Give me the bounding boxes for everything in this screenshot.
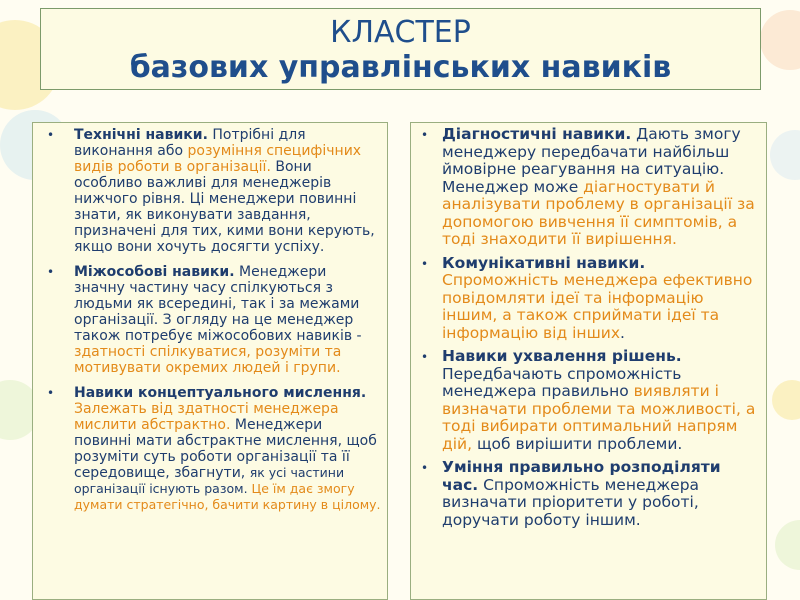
- left-list: [33, 123, 387, 513]
- bullet-icon: •: [421, 350, 429, 364]
- item-highlight: виявляти і визначати проблеми та можливості, а тоді вибирати оптимальний напрям дій,: [442, 382, 756, 453]
- item-text: щоб вирішити проблеми.: [472, 434, 683, 453]
- item-text: Дають змогу менеджеру передбачати найбільш ймовірне реагування на ситуацію. Менеджер може: [442, 125, 741, 196]
- item-heading: Навики концептуального мислення.: [74, 385, 367, 401]
- item-text: Спроможність менеджера визначати пріоритети у роботі, доручати роботу іншим.: [442, 475, 700, 529]
- decorative-circle: [760, 10, 800, 70]
- item-highlight: Спроможність менеджера ефективно повідомляти ідеї та інформацію іншим, а також сприймати ідеї та інформацію від інших: [442, 271, 753, 342]
- item-text: Потрібні для виконання або: [74, 127, 306, 159]
- list-item-time-management: [411, 459, 766, 529]
- item-highlight: здатності спілкуватися, розуміти та мотивувати окремих людей і групи.: [74, 344, 342, 376]
- item-text: Менеджери значну частину часу спілкуються з людьми як всередині, так і за межами організації. З огляду на це менеджер також потребує міжособових навиків -: [74, 264, 362, 344]
- title-box: [40, 8, 761, 90]
- decorative-circle: [770, 130, 800, 180]
- page-title: КЛАСТЕР: [330, 15, 471, 50]
- decorative-circle: [772, 380, 800, 420]
- left-column: [32, 122, 388, 600]
- list-item-technical-skills: [33, 127, 387, 255]
- list-item-interpersonal-skills: [33, 264, 387, 376]
- item-heading: Комунікативні навики.: [442, 253, 646, 272]
- list-item-communication-skills: [411, 255, 766, 343]
- bullet-icon: •: [47, 128, 55, 142]
- item-text: Вони особливо важливі для менеджерів нижчого рівня. Ці менеджери повинні знати, як виконувати завдання, призначені для тих, кими вони керують, якщо вони хочуть досягти успіху.: [74, 159, 375, 255]
- bullet-icon: •: [421, 461, 429, 475]
- item-heading: Діагностичні навики.: [442, 125, 632, 143]
- list-item-diagnostic-skills: [411, 126, 766, 249]
- bullet-icon: •: [47, 265, 55, 279]
- item-highlight: діагностувати й аналізувати проблему в організації за допомогою вивчення її симптомів, а тоді знаходити її вирішення.: [442, 177, 755, 248]
- bullet-icon: •: [421, 128, 429, 142]
- item-heading: Навики ухвалення рішень.: [442, 347, 682, 365]
- item-highlight: розуміння специфічних видів роботи в організації.: [74, 143, 362, 175]
- page-subtitle: базових управлінських навиків: [129, 50, 672, 85]
- item-heading: Міжособові навики.: [74, 264, 235, 280]
- item-heading: Уміння правильно розподіляти час.: [442, 458, 721, 494]
- item-heading: Технічні навики.: [74, 127, 208, 143]
- right-column: [410, 122, 767, 600]
- item-text: Передбачають спроможність менеджера правильно: [442, 364, 682, 400]
- item-highlight: Залежать від здатності менеджера мислити абстрактно.: [74, 401, 339, 433]
- right-list: [411, 123, 766, 529]
- decorative-circle: [775, 520, 800, 570]
- bullet-icon: •: [47, 386, 55, 400]
- bullet-icon: •: [421, 256, 429, 271]
- item-text: .: [620, 323, 625, 342]
- item-highlight-small: Це їм дає змогу думати стратегічно, бачити картину в цілому.: [74, 481, 381, 512]
- item-text-small: як усі частини організації існують разом.: [74, 465, 345, 496]
- list-item-decision-skills: [411, 348, 766, 453]
- list-item-conceptual-skills: [33, 385, 387, 513]
- item-text: Менеджери повинні мати абстрактне мислення, щоб розуміти суть роботи організації та її середовище, збагнути,: [74, 417, 377, 481]
